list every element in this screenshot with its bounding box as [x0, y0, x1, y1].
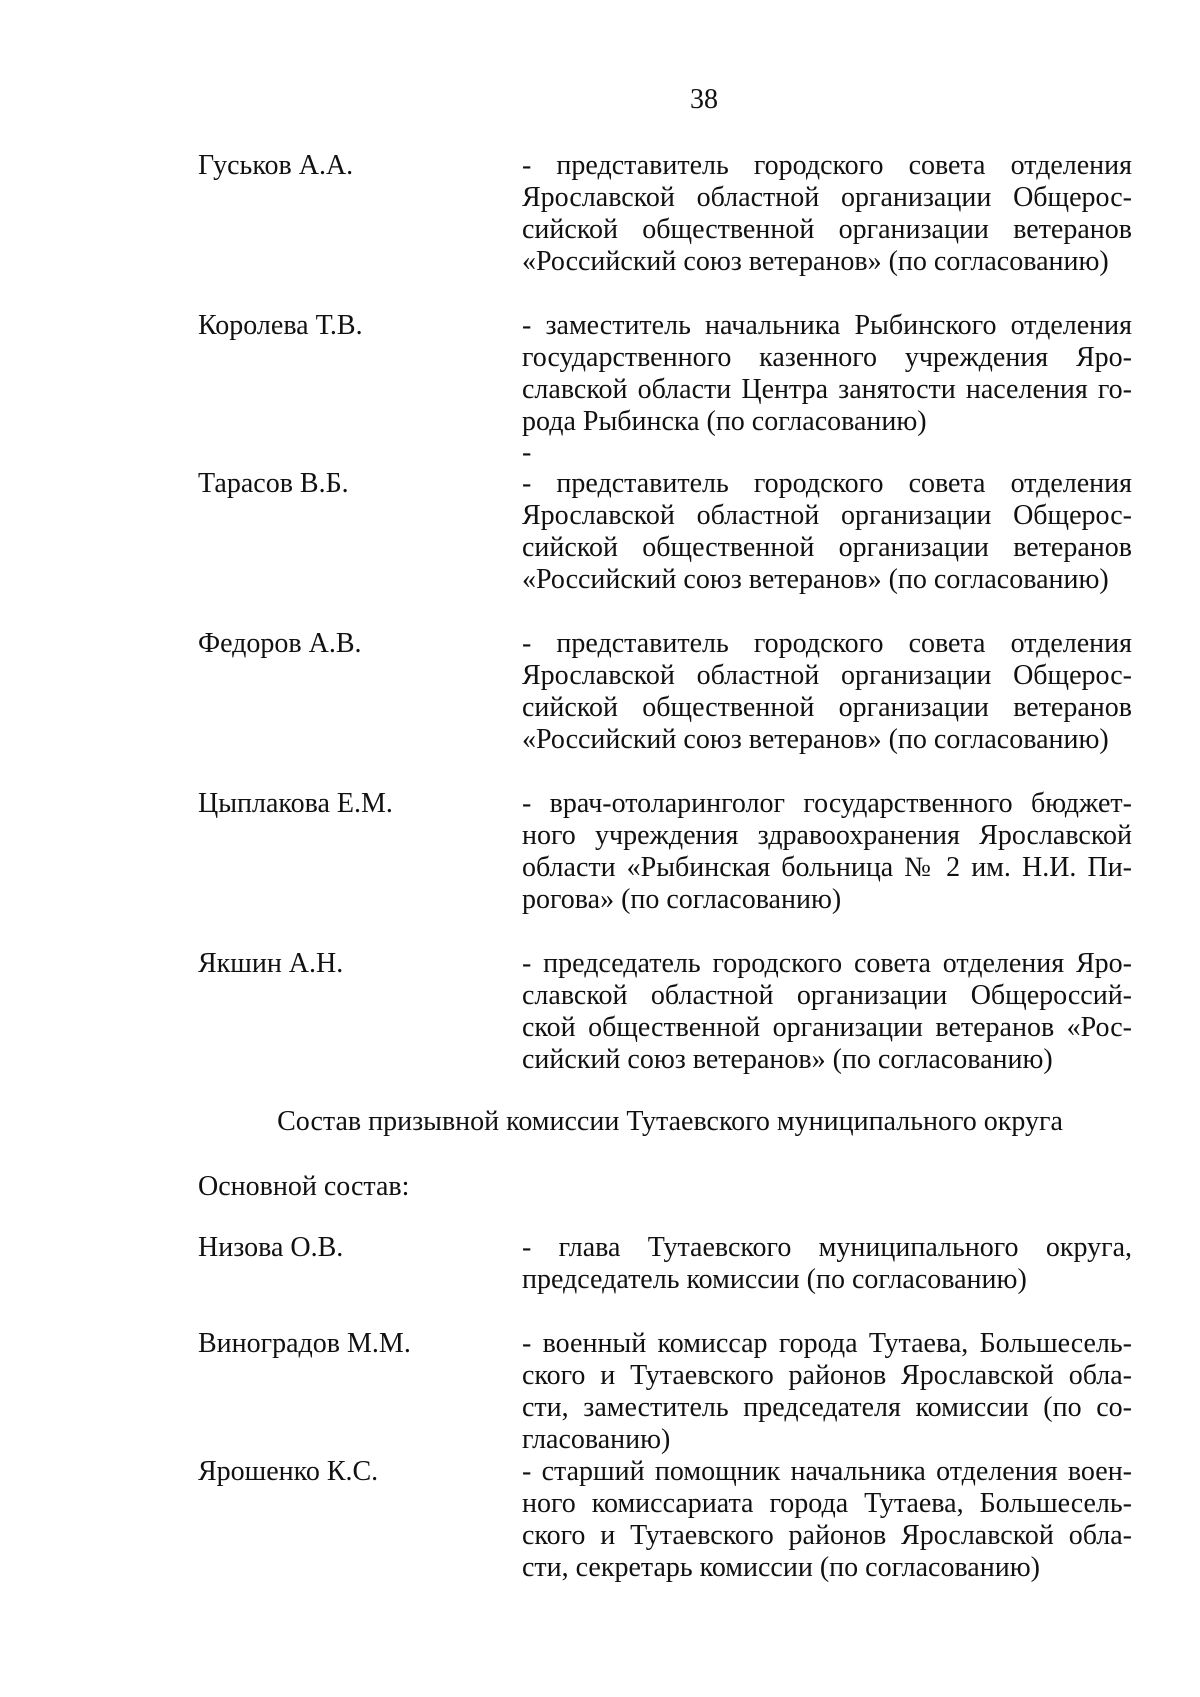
description-line: «Российский союз ветеранов» (по согласованию) [522, 724, 1109, 755]
member-entry [198, 310, 1132, 468]
members-list-bottom [198, 1232, 1132, 1584]
description-line: - старший помощник начальника отделения воен- [522, 1456, 1132, 1487]
member-description [522, 150, 1132, 278]
members-list-top [198, 150, 1132, 1076]
description-line: председатель комиссии (по согласованию) [522, 1264, 1027, 1295]
description-line: государственного казенного учреждения Яро- [522, 342, 1132, 373]
description-line: гласованию) [522, 1424, 671, 1455]
description-line: ного учреждения здравоохранения Ярославской [522, 820, 1132, 851]
description-line: Ярославской областной организации Общерос- [522, 660, 1132, 691]
member-entry [198, 1232, 1132, 1296]
member-name: Виноградов М.М. [198, 1328, 411, 1359]
description-line: - заместитель начальника Рыбинского отделения [522, 310, 1132, 341]
description-line: Ярославской областной организации Общерос- [522, 182, 1132, 213]
member-entry [198, 1328, 1132, 1456]
description-line: области «Рыбинская больница № 2 им. Н.И. Пи- [522, 852, 1132, 883]
description-line: - представитель городского совета отделения [522, 150, 1132, 181]
member-entry [198, 788, 1132, 916]
member-name: Федоров А.В. [198, 628, 362, 659]
description-line: рогова» (по согласованию) [522, 884, 842, 915]
member-description [522, 1456, 1132, 1584]
member-description [522, 310, 1132, 468]
description-line: сийской общественной организации ветеранов [522, 532, 1132, 563]
member-entry [198, 468, 1132, 596]
member-name: Ярошенко К.С. [198, 1456, 379, 1487]
description-line: рода Рыбинска (по согласованию) [522, 406, 927, 437]
section-title [0, 1105, 1200, 1139]
description-line: сти, заместитель председателя комиссии (по со- [522, 1392, 1132, 1423]
description-line: - военный комиссар города Тутаева, Большесель- [522, 1328, 1132, 1359]
member-description [522, 1232, 1132, 1296]
section-title-text: Состав призывной комиссии Тутаевского муниципального округа [277, 1106, 1063, 1137]
description-line: «Российский союз ветеранов» (по согласованию) [522, 564, 1109, 595]
member-name: Королева Т.В. [198, 310, 363, 341]
description-line: - представитель городского совета отделения [522, 468, 1132, 499]
description-line: ного комиссариата города Тутаева, Большесель- [522, 1488, 1132, 1519]
member-entry [198, 628, 1132, 756]
description-line: «Российский союз ветеранов» (по согласованию) [522, 246, 1109, 277]
member-description [522, 788, 1132, 916]
member-name: Цыплакова Е.М. [198, 788, 393, 819]
member-entry [198, 150, 1132, 278]
description-line: ской общественной организации ветеранов «Рос- [522, 1012, 1132, 1043]
member-description [522, 948, 1132, 1076]
description-line: Ярославской областной организации Общерос- [522, 500, 1132, 531]
description-line: славской области Центра занятости населения го- [522, 374, 1132, 405]
member-name: Тарасов В.Б. [198, 468, 349, 499]
page-number [0, 84, 1200, 116]
description-line: славской областной организации Общероссий- [522, 980, 1132, 1011]
description-line: сти, секретарь комиссии (по согласованию) [522, 1552, 1040, 1583]
description-line: - глава Тутаевского муниципального округа, [522, 1232, 1132, 1263]
member-entry [198, 948, 1132, 1076]
member-description [522, 468, 1132, 596]
member-description [522, 1328, 1132, 1456]
member-entry [198, 1456, 1132, 1584]
member-name: Низова О.В. [198, 1232, 344, 1263]
description-line: ского и Тутаевского районов Ярославской обла- [522, 1520, 1132, 1551]
member-name: Гуськов А.А. [198, 150, 354, 181]
member-description [522, 628, 1132, 756]
section-subheading: Основной состав: [198, 1171, 410, 1202]
description-line: - председатель городского совета отделения Яро- [522, 948, 1132, 979]
description-line: ского и Тутаевского районов Ярославской обла- [522, 1360, 1132, 1391]
description-line: - врач-отоларинголог государственного бюджет- [522, 788, 1132, 819]
description-line: сийской общественной организации ветеранов [522, 692, 1132, 723]
description-line: - представитель городского совета отделения [522, 628, 1132, 659]
stray-dash: - [522, 437, 532, 468]
member-name: Якшин А.Н. [198, 948, 344, 979]
description-line: сийской общественной организации ветеранов [522, 214, 1132, 245]
description-line: сийский союз ветеранов» (по согласованию) [522, 1044, 1053, 1075]
page-number-text: 38 [690, 84, 718, 115]
